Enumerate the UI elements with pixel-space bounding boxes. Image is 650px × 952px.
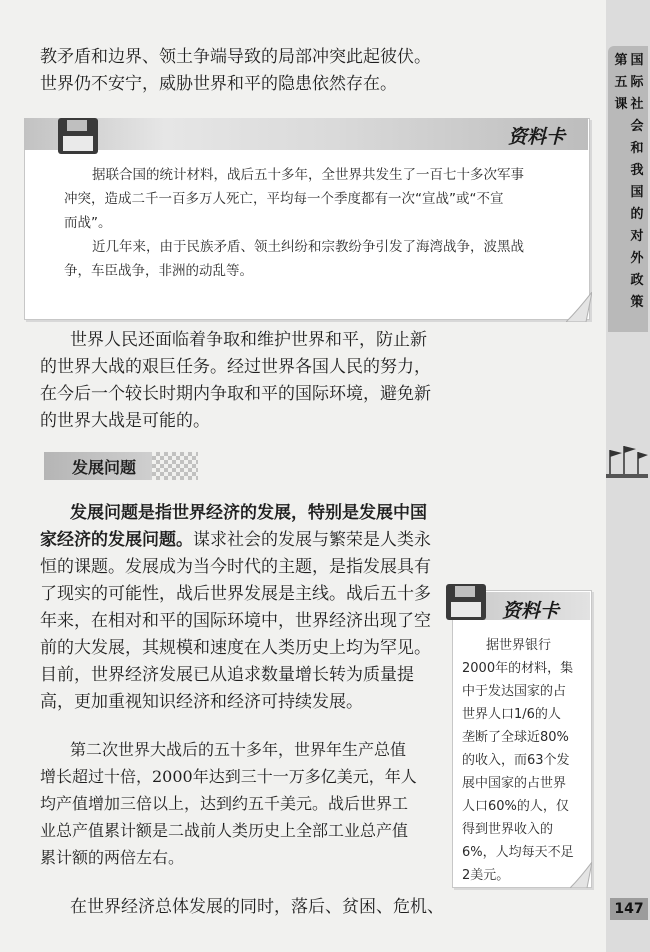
sidebar-char: 第 xyxy=(614,53,628,68)
floppy-disk-icon xyxy=(446,584,486,620)
resource-card-text: 展中国家的占世界 xyxy=(462,776,567,791)
resource-card-banner xyxy=(24,118,588,150)
resource-card-text: 中于发达国家的占 xyxy=(462,684,567,699)
resource-card-title: 资料卡 xyxy=(508,126,566,148)
sidebar-char: 社 xyxy=(630,97,644,112)
resource-card-text: 冲突，造成二千一百多万人死亡，平均每一个季度都有一次“宣战”或“不宣 xyxy=(64,191,504,207)
body-line-bold: 发展问题是指世界经济的发展，特别是发展中国 xyxy=(70,503,427,523)
resource-card-text: 据世界银行 xyxy=(486,638,552,653)
resource-card-text: 人口60%的人，仅 xyxy=(462,799,569,814)
resource-card-text: 据联合国的统计材料，战后五十多年，全世界共发生了一百七十多次军事 xyxy=(92,167,524,183)
sidebar-char: 五 xyxy=(614,75,628,90)
body-line: 增长超过十倍，2000年达到三十一万多亿美元，年人 xyxy=(40,767,417,786)
resource-card-text: 得到世界收入的 xyxy=(462,822,554,837)
resource-card-text: 而战”。 xyxy=(64,215,112,231)
sidebar-char: 外 xyxy=(630,251,644,266)
resource-card-title: 资料卡 xyxy=(502,600,560,622)
body-line: 目前，世界经济发展已从追求数量增长转为质量提 xyxy=(40,665,414,685)
body-line: 了现实的可能性，战后世界发展是主线。战后五十多 xyxy=(40,584,431,604)
body-line xyxy=(40,527,431,554)
sidebar-char: 课 xyxy=(614,97,628,112)
body-line: 的世界大战是可能的。 xyxy=(40,411,210,431)
resource-card-text: 世界人口1/6的人 xyxy=(462,707,561,722)
page-number: 147 xyxy=(610,898,648,920)
body-line: 均产值增加三倍以上，达到约五千美元。战后世界工 xyxy=(40,794,409,813)
body-line: 在今后一个较长时期内争取和平的国际环境，避免新 xyxy=(40,384,431,404)
flags-icon xyxy=(604,440,650,480)
body-line: 年来，在相对和平的国际环境中，世界经济出现了空 xyxy=(40,611,431,631)
sidebar-char: 际 xyxy=(630,75,644,90)
body-line: 在世界经济总体发展的同时，落后、贫困、危机、 xyxy=(70,897,444,917)
sidebar-char: 策 xyxy=(630,295,644,310)
section-heading: 发展问题 xyxy=(72,458,137,477)
sidebar-char: 政 xyxy=(630,273,644,288)
resource-card-text: 6%，人均每天不足 xyxy=(462,845,574,860)
body-line: 第二次世界大战后的五十多年，世界年生产总值 xyxy=(70,740,407,759)
section-heading-pattern xyxy=(152,452,198,480)
resource-card-text: 争，车臣战争，非洲的动乱等。 xyxy=(64,263,253,279)
sidebar-char: 我 xyxy=(630,163,644,178)
body-line-bold: 家经济的发展问题。 xyxy=(40,530,193,550)
body-line: 恒的课题。发展成为当今时代的主题，是指发展具有 xyxy=(40,557,431,577)
sidebar-char: 国 xyxy=(630,185,644,200)
page-curl-icon xyxy=(566,292,592,322)
body-line: 的世界大战的艰巨任务。经过世界各国人民的努力， xyxy=(40,357,431,377)
page-curl-icon xyxy=(570,862,592,888)
body-line: 累计额的两倍左右。 xyxy=(40,848,185,867)
resource-card-text: 垄断了全球近80% xyxy=(462,730,569,745)
chapter-tab xyxy=(608,46,648,332)
sidebar-char: 和 xyxy=(630,141,644,156)
floppy-disk-icon xyxy=(58,118,98,154)
body-line: 世界人民还面临着争取和维护世界和平，防止新 xyxy=(70,330,427,350)
resource-card-text: 的收入，而63个发 xyxy=(462,753,570,768)
resource-card-text: 2美元。 xyxy=(462,868,510,883)
body-line-rest: 谋求社会的发展与繁荣是人类永 xyxy=(193,530,431,550)
sidebar-char: 会 xyxy=(630,119,644,134)
intro-line: 世界仍不安宁，威胁世界和平的隐患依然存在。 xyxy=(40,74,397,94)
body-line: 高，更加重视知识经济和经济可持续发展。 xyxy=(40,692,363,712)
sidebar-char: 的 xyxy=(630,207,644,222)
sidebar-char: 对 xyxy=(630,229,644,244)
intro-line: 教矛盾和边界、领土争端导致的局部冲突此起彼伏。 xyxy=(40,47,431,67)
resource-card-text: 2000年的材料，集 xyxy=(462,661,574,676)
sidebar-char: 国 xyxy=(630,53,644,68)
body-line: 前的大发展，其规模和速度在人类历史上均为罕见。 xyxy=(40,638,431,658)
resource-card-text: 近几年来，由于民族矛盾、领土纠纷和宗教纷争引发了海湾战争，波黑战 xyxy=(92,239,524,255)
body-line: 业总产值累计额是二战前人类历史上全部工业总产值 xyxy=(40,821,409,840)
